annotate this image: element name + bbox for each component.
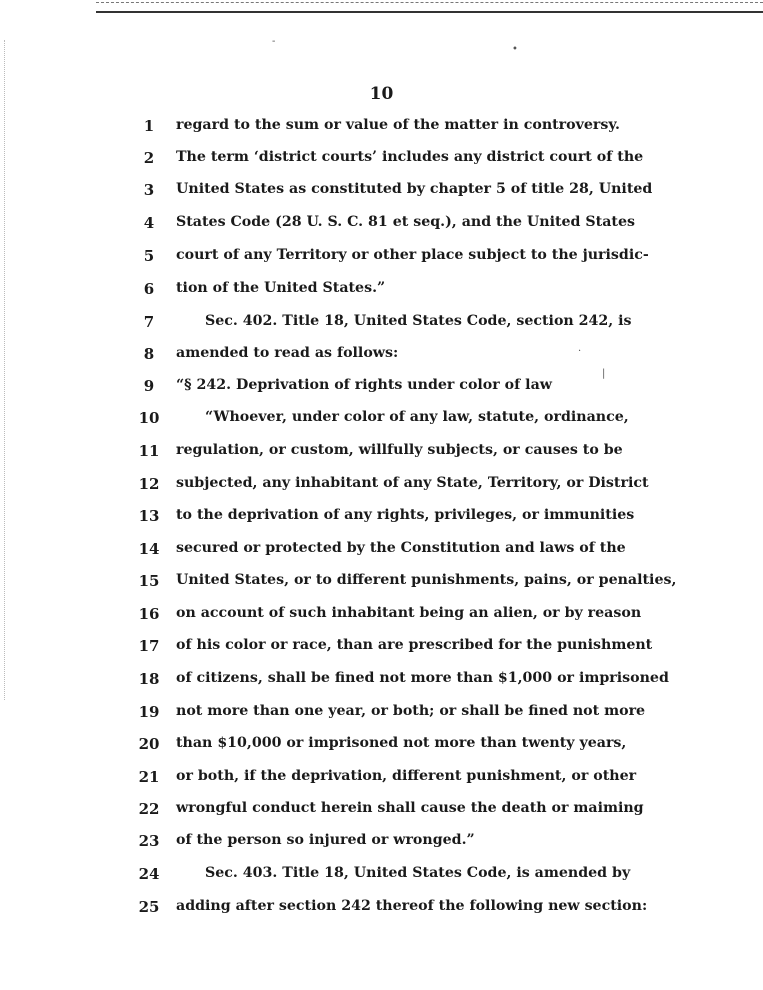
line-text: Sec. 403. Title 18, United States Code, is amended by	[205, 865, 631, 881]
line-text: or both, if the deprivation, different punishment, or other	[176, 768, 637, 784]
document-line	[0, 377, 763, 401]
line-number: 15	[138, 572, 160, 590]
line-number: 5	[143, 247, 155, 265]
document-line	[0, 832, 763, 856]
document-line	[0, 898, 763, 922]
line-text: to the deprivation of any rights, privileges, or immunities	[176, 507, 635, 523]
line-text: “§ 242. Deprivation of rights under color of law	[176, 377, 552, 393]
line-number: 3	[143, 181, 155, 199]
line-text: “Whoever, under color of any law, statute, ordinance,	[205, 409, 629, 425]
line-number: 16	[138, 605, 160, 623]
line-number: 17	[138, 637, 160, 655]
line-number: 13	[138, 507, 160, 525]
line-text: The term ‘district courts’ includes any district court of the	[176, 149, 644, 165]
document-line	[0, 507, 763, 531]
line-text: court of any Territory or other place subject to the jurisdic-	[176, 247, 649, 263]
document-line	[0, 313, 763, 337]
line-number: 7	[143, 313, 155, 331]
page-number: 10	[369, 84, 394, 104]
document-line	[0, 768, 763, 792]
line-text: of citizens, shall be fined not more than $1,000 or imprisoned	[176, 670, 669, 686]
line-number: 25	[138, 898, 160, 916]
scan-speck: ‐	[272, 36, 276, 47]
line-number: 2	[143, 149, 155, 167]
document-line	[0, 605, 763, 629]
line-number: 9	[143, 377, 155, 395]
document-line	[0, 280, 763, 304]
line-text: adding after section 242 thereof the following new section:	[176, 898, 648, 914]
line-text: United States as constituted by chapter 5 of title 28, United	[176, 181, 653, 197]
document-line	[0, 409, 763, 433]
line-number: 6	[143, 280, 155, 298]
line-number: 4	[143, 214, 155, 232]
document-line	[0, 345, 763, 369]
scan-speck: ·	[578, 346, 582, 357]
line-text: regard to the sum or value of the matter in controversy.	[176, 117, 620, 133]
document-line	[0, 865, 763, 889]
line-number: 12	[138, 475, 160, 493]
line-text: United States, or to different punishments, pains, or penalties,	[176, 572, 677, 588]
scan-speck: |	[602, 368, 606, 379]
line-text: wrongful conduct herein shall cause the death or maiming	[176, 800, 644, 816]
document-line	[0, 735, 763, 759]
line-text: of the person so injured or wronged.”	[176, 832, 475, 848]
document-line	[0, 572, 763, 596]
document-line	[0, 637, 763, 661]
document-line	[0, 117, 763, 141]
line-number: 20	[138, 735, 160, 753]
line-number: 24	[138, 865, 160, 883]
line-number: 11	[138, 442, 160, 460]
line-number: 21	[138, 768, 160, 786]
line-number: 23	[138, 832, 160, 850]
document-line	[0, 247, 763, 271]
line-text: amended to read as follows:	[176, 345, 399, 361]
document-line	[0, 703, 763, 727]
line-text: Sec. 402. Title 18, United States Code, section 242, is	[205, 313, 632, 329]
document-line	[0, 540, 763, 564]
line-text: secured or protected by the Constitution and laws of the	[176, 540, 626, 556]
page-top-border	[96, 2, 763, 13]
document-line	[0, 475, 763, 499]
line-number: 18	[138, 670, 160, 688]
line-text: subjected, any inhabitant of any State, Territory, or District	[176, 475, 649, 491]
line-text: of his color or race, than are prescribed for the punishment	[176, 637, 653, 653]
document-line	[0, 442, 763, 466]
document-line	[0, 800, 763, 824]
line-number: 14	[138, 540, 160, 558]
line-text: than $10,000 or imprisoned not more than twenty years,	[176, 735, 627, 751]
line-number: 10	[138, 409, 160, 427]
line-number: 1	[143, 117, 155, 135]
line-text: States Code (28 U. S. C. 81 et seq.), and the United States	[176, 214, 635, 230]
document-line	[0, 149, 763, 173]
line-text: not more than one year, or both; or shall be fined not more	[176, 703, 646, 719]
line-number: 8	[143, 345, 155, 363]
line-text: on account of such inhabitant being an alien, or by reason	[176, 605, 642, 621]
document-line	[0, 670, 763, 694]
line-text: tion of the United States.”	[176, 280, 386, 296]
line-text: regulation, or custom, willfully subjects, or causes to be	[176, 442, 623, 458]
document-line	[0, 214, 763, 238]
line-number: 19	[138, 703, 160, 721]
scan-speck: •	[512, 44, 518, 55]
line-number: 22	[138, 800, 160, 818]
document-line	[0, 181, 763, 205]
